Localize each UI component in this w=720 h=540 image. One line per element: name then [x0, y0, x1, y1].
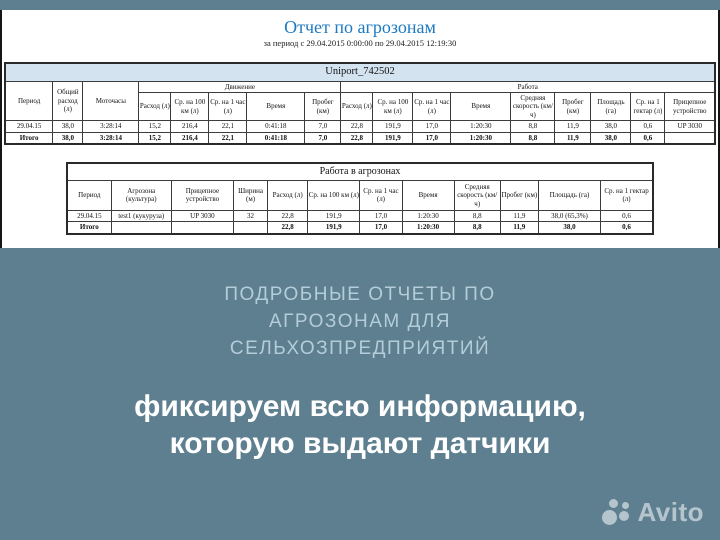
avito-logo-icon	[602, 499, 632, 527]
table-cell: Итого	[5, 132, 53, 144]
group-header-movement: Движение	[139, 81, 341, 92]
column-header: Ср. на 1 гектар (л)	[601, 180, 653, 210]
table-cell: 11,9	[555, 132, 591, 144]
table-cell: 38,0 (65,3%)	[538, 210, 600, 221]
table-row	[5, 132, 715, 144]
column-header: Общий расход (л)	[53, 81, 83, 121]
top-strip	[0, 0, 720, 10]
column-header: Пробег (км)	[500, 180, 538, 210]
table-cell: 7,0	[305, 121, 341, 132]
promo-tagline-line: которую выдают датчики	[169, 427, 551, 460]
column-header: Средняя скорость (км/ч)	[512, 93, 553, 119]
table-cell: 0:41:18	[247, 121, 305, 132]
table-cell: 3:28:14	[83, 121, 139, 132]
table-cell: 0,6	[601, 210, 653, 221]
table-cell: 191,9	[373, 121, 413, 132]
table-cell: 8,8	[511, 121, 555, 132]
table-cell: 1:20:30	[451, 132, 511, 144]
column-header: Пробег (км)	[555, 92, 591, 120]
table-cell: 0,6	[631, 132, 665, 144]
column-header: Агрозона (культура)	[111, 180, 171, 210]
table-cell: 22,1	[209, 132, 247, 144]
table-cell: 22,8	[268, 222, 308, 234]
promo-heading	[0, 248, 720, 362]
column-header: Средняя скорость (км/ч)	[454, 180, 500, 210]
column-header: Ср. на 100 км (л)	[308, 180, 360, 210]
group-header-work: Работа	[341, 81, 715, 92]
promo-heading-line: АГРОЗОНАМ ДЛЯ	[268, 311, 452, 332]
table-cell	[665, 132, 715, 144]
report-title: Отчет по агрозонам	[284, 17, 436, 37]
table-cell: 1:20:30	[451, 121, 511, 132]
table-cell	[111, 222, 171, 234]
table-cell: Итого	[67, 222, 111, 234]
table-cell: 15,2	[139, 121, 171, 132]
column-header: Время	[247, 92, 305, 120]
column-header: Площадь (га)	[591, 92, 631, 120]
table-cell: 22,1	[209, 121, 247, 132]
column-header: Период	[67, 180, 111, 210]
table-cell: 8,8	[511, 132, 555, 144]
table-cell: 22,8	[341, 121, 373, 132]
table-caption-row	[5, 63, 715, 81]
column-header: Ср. на 100 км (л)	[171, 92, 209, 120]
vehicle-summary-table	[4, 62, 716, 145]
table-cell: 17,0	[360, 222, 402, 234]
table-cell: 15,2	[139, 132, 171, 144]
promo-section	[0, 248, 720, 540]
table-cell: 38,0	[53, 121, 83, 132]
table-cell: test1 (кукуруза)	[111, 210, 171, 221]
table-cell: 216,4	[171, 132, 209, 144]
column-header: Расход (л)	[268, 180, 308, 210]
agrozone-work-table	[66, 162, 654, 235]
column-header: Прицепное устройство	[665, 92, 715, 120]
table-cell	[171, 222, 233, 234]
promo-heading-line: ПОДРОБНЫЕ ОТЧЕТЫ ПО	[224, 284, 496, 305]
column-header: Ср. на 1 час (л)	[360, 180, 402, 210]
table-group-header-row	[5, 81, 715, 92]
table-cell: 3:28:14	[83, 132, 139, 144]
column-header: Пробег (км)	[305, 92, 341, 120]
table-cell: 8,8	[454, 210, 500, 221]
table-cell: 0,6	[631, 121, 665, 132]
column-header: Ср. на 1 час (л)	[413, 92, 451, 120]
column-header: Расход (л)	[341, 92, 373, 120]
table-cell: 29.04.15	[67, 210, 111, 221]
table-row	[67, 222, 653, 234]
table-cell: 0:41:18	[247, 132, 305, 144]
table-cell: UP 3030	[665, 121, 715, 132]
column-header: Моточасы	[83, 81, 139, 121]
table-cell: 191,9	[308, 210, 360, 221]
vehicle-name-caption: Uniport_742502	[5, 63, 715, 81]
table-cell: 22,8	[341, 132, 373, 144]
table-cell: 38,0	[53, 132, 83, 144]
table-cell: 191,9	[308, 222, 360, 234]
column-header: Ср. на 1 гектар (л)	[631, 92, 665, 120]
table-cell: 17,0	[413, 121, 451, 132]
table-cell: 22,8	[268, 210, 308, 221]
table-cell: 8,8	[454, 222, 500, 234]
avito-watermark	[602, 497, 704, 528]
table-cell: 7,0	[305, 132, 341, 144]
table-cell: 11,9	[555, 121, 591, 132]
table-cell: 38,0	[591, 121, 631, 132]
promo-tagline	[0, 388, 720, 462]
table-row	[67, 210, 653, 221]
table-cell: 216,4	[171, 121, 209, 132]
table-cell	[234, 222, 268, 234]
column-header: Время	[402, 180, 454, 210]
table-caption-row	[67, 163, 653, 181]
table-cell: 32	[234, 210, 268, 221]
promo-tagline-line: фиксируем всю информацию,	[134, 390, 586, 423]
table-cell: 29.04.15	[5, 121, 53, 132]
table-cell: 38,0	[538, 222, 600, 234]
column-header: Площадь (га)	[538, 180, 600, 210]
table-cell: 1:20:30	[402, 222, 454, 234]
column-header: Прицепное устройство	[171, 180, 233, 210]
table-cell: 191,9	[373, 132, 413, 144]
column-header: Время	[451, 92, 511, 120]
table-cell: 1:20:30	[402, 210, 454, 221]
column-header: Период	[5, 81, 53, 121]
table-cell: UP 3030	[171, 210, 233, 221]
table-cell: 0,6	[601, 222, 653, 234]
table-row	[5, 121, 715, 132]
table-cell: 17,0	[360, 210, 402, 221]
report-screenshot	[0, 10, 720, 248]
column-header: Ширина (м)	[234, 180, 268, 210]
promo-heading-line: СЕЛЬХОЗПРЕДПРИЯТИЙ	[229, 338, 491, 359]
table-cell: 11,9	[500, 222, 538, 234]
column-header: Ср. на 100 км (л)	[373, 92, 413, 120]
report-period-subtitle: за период с 29.04.2015 0:00:00 по 29.04.2015 12:19:30	[263, 38, 457, 48]
table-cell: 11,9	[500, 210, 538, 221]
column-header: Расход (л)	[139, 92, 171, 120]
table-header-row	[67, 180, 653, 210]
table-cell: 38,0	[591, 132, 631, 144]
column-header: Ср. на 1 час (л)	[209, 92, 247, 120]
table-cell: 17,0	[413, 132, 451, 144]
agrozone-table-caption: Работа в агрозонах	[67, 163, 653, 181]
avito-brand-text: Avito	[637, 497, 704, 527]
